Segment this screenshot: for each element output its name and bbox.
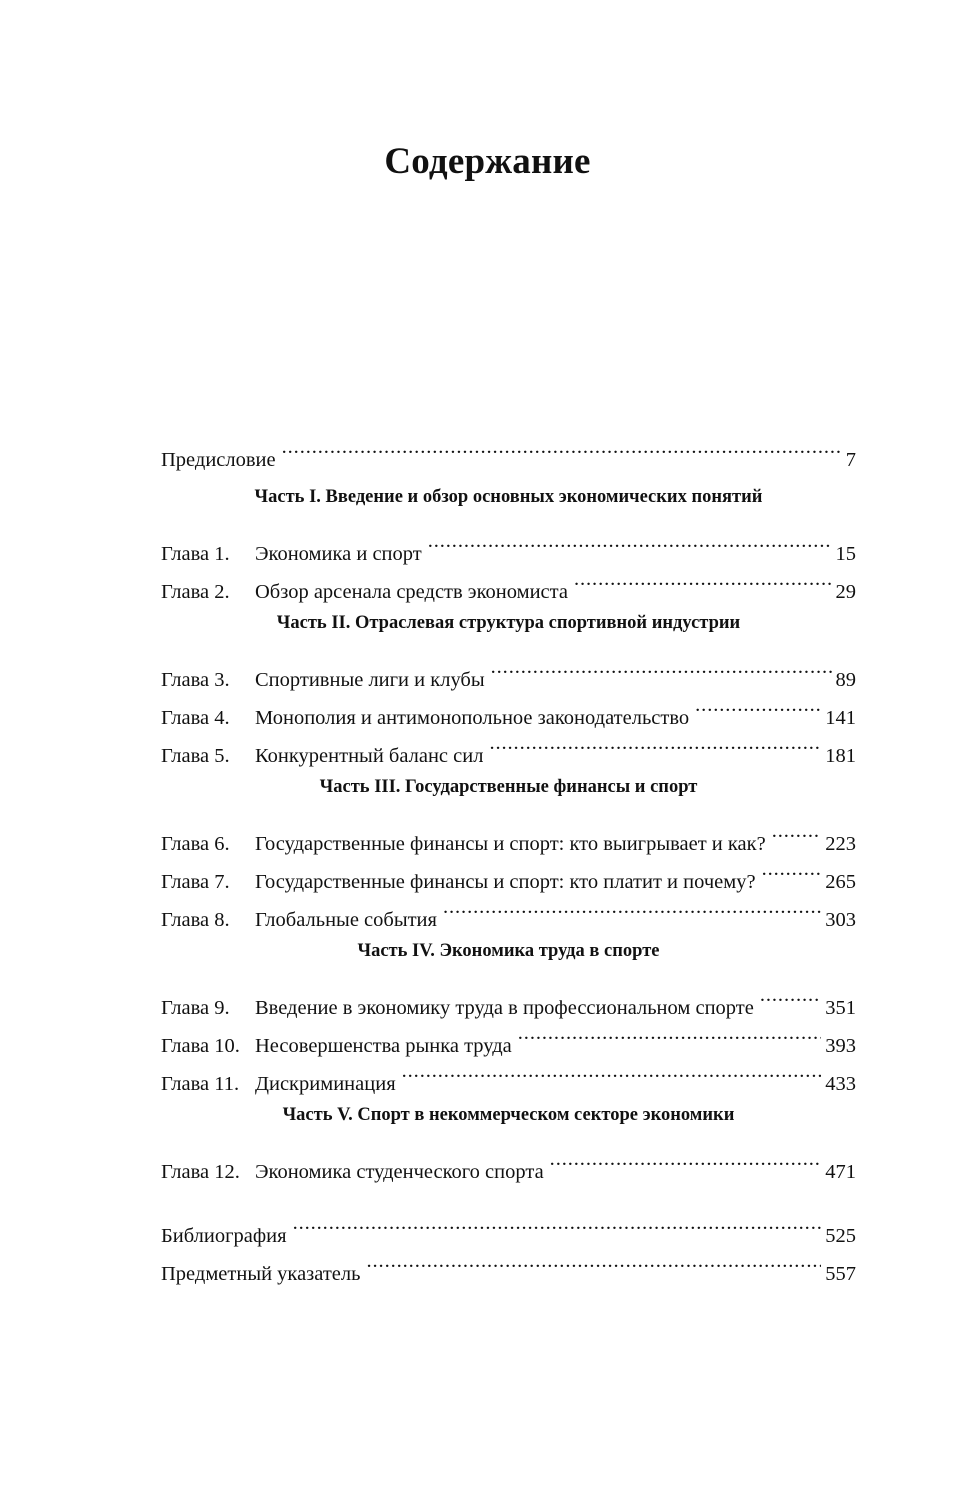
chapter-title: Дискриминация xyxy=(255,1073,396,1095)
chapter-title: Экономика студенческого спорта xyxy=(255,1161,544,1183)
toc-page-number: 265 xyxy=(825,871,856,893)
chapter-title: Конкурентный баланс сил xyxy=(255,745,484,767)
dot-leader xyxy=(443,888,821,926)
chapter-label: Глава 8. xyxy=(161,909,230,931)
chapter-title: Обзор арсенала средств экономиста xyxy=(255,581,568,603)
dot-leader xyxy=(772,812,822,850)
dot-leader xyxy=(293,1204,822,1242)
table-of-contents xyxy=(161,428,856,1285)
dot-leader xyxy=(367,1242,822,1280)
part-heading: Часть IV. Экономика труда в спорте xyxy=(357,941,660,961)
toc-entry-bibliography[interactable] xyxy=(161,1204,856,1247)
toc-page-number: 223 xyxy=(825,833,856,855)
chapter-label: Глава 10. xyxy=(161,1035,240,1057)
toc-entry-preface[interactable] xyxy=(161,428,856,471)
chapter-title: Несовершенства рынка труда xyxy=(255,1035,512,1057)
page-title: Содержание xyxy=(384,141,591,182)
toc-page-number: 89 xyxy=(835,669,856,691)
dot-leader xyxy=(550,1140,822,1178)
toc-page-number: 141 xyxy=(825,707,856,729)
toc-page-number: 181 xyxy=(825,745,856,767)
dot-leader xyxy=(695,686,821,724)
chapter-title: Спортивные лиги и клубы xyxy=(255,669,485,691)
dot-leader xyxy=(428,522,832,560)
dot-leader xyxy=(491,648,832,686)
toc-entry-chapter-1[interactable] xyxy=(161,522,856,565)
dot-leader xyxy=(518,1014,821,1052)
toc-page-number: 29 xyxy=(835,581,856,603)
chapter-title: Государственные финансы и спорт: кто выигрывает и как? xyxy=(255,833,766,855)
dot-leader xyxy=(760,976,821,1014)
chapter-label: Глава 5. xyxy=(161,745,230,767)
toc-entry-title: Библиография xyxy=(161,1225,287,1247)
chapter-label: Глава 4. xyxy=(161,707,230,729)
chapter-label: Глава 9. xyxy=(161,997,230,1019)
toc-entry-chapter-3[interactable] xyxy=(161,648,856,691)
toc-entry-chapter-9[interactable] xyxy=(161,976,856,1019)
part-heading: Часть III. Государственные финансы и спорт xyxy=(319,777,698,797)
toc-page-number: 303 xyxy=(825,909,856,931)
toc-page-number: 433 xyxy=(825,1073,856,1095)
toc-page-number: 351 xyxy=(825,997,856,1019)
toc-page-number: 15 xyxy=(835,543,856,565)
chapter-title: Государственные финансы и спорт: кто платит и почему? xyxy=(255,871,756,893)
part-heading: Часть I. Введение и обзор основных экономических понятий xyxy=(254,487,763,507)
toc-entry-title: Предметный указатель xyxy=(161,1263,361,1285)
dot-leader xyxy=(762,850,822,888)
chapter-label: Глава 12. xyxy=(161,1161,240,1183)
chapter-label: Глава 3. xyxy=(161,669,230,691)
dot-leader xyxy=(402,1052,822,1090)
chapter-title: Экономика и спорт xyxy=(255,543,422,565)
chapter-title: Монополия и антимонопольное законодательство xyxy=(255,707,690,729)
part-heading: Часть V. Спорт в некоммерческом секторе экономики xyxy=(282,1105,735,1125)
chapter-label: Глава 1. xyxy=(161,543,230,565)
chapter-label: Глава 2. xyxy=(161,581,230,603)
chapter-label: Глава 6. xyxy=(161,833,230,855)
toc-entry-chapter-12[interactable] xyxy=(161,1140,856,1183)
toc-page-number: 557 xyxy=(825,1263,856,1285)
dot-leader xyxy=(574,560,832,598)
part-heading: Часть II. Отраслевая структура спортивной индустрии xyxy=(276,613,741,633)
dot-leader xyxy=(489,724,821,762)
toc-page-number: 7 xyxy=(845,449,856,471)
chapter-label: Глава 7. xyxy=(161,871,230,893)
toc-entry-title: Предисловие xyxy=(161,449,276,471)
chapter-title: Введение в экономику труда в профессиональном спорте xyxy=(255,997,754,1019)
toc-page-number: 393 xyxy=(825,1035,856,1057)
chapter-label: Глава 11. xyxy=(161,1073,240,1095)
toc-entry-chapter-6[interactable] xyxy=(161,812,856,855)
chapter-title: Глобальные события xyxy=(255,909,437,931)
toc-page-number: 471 xyxy=(825,1161,856,1183)
toc-page-number: 525 xyxy=(825,1225,856,1247)
dot-leader xyxy=(282,428,842,466)
